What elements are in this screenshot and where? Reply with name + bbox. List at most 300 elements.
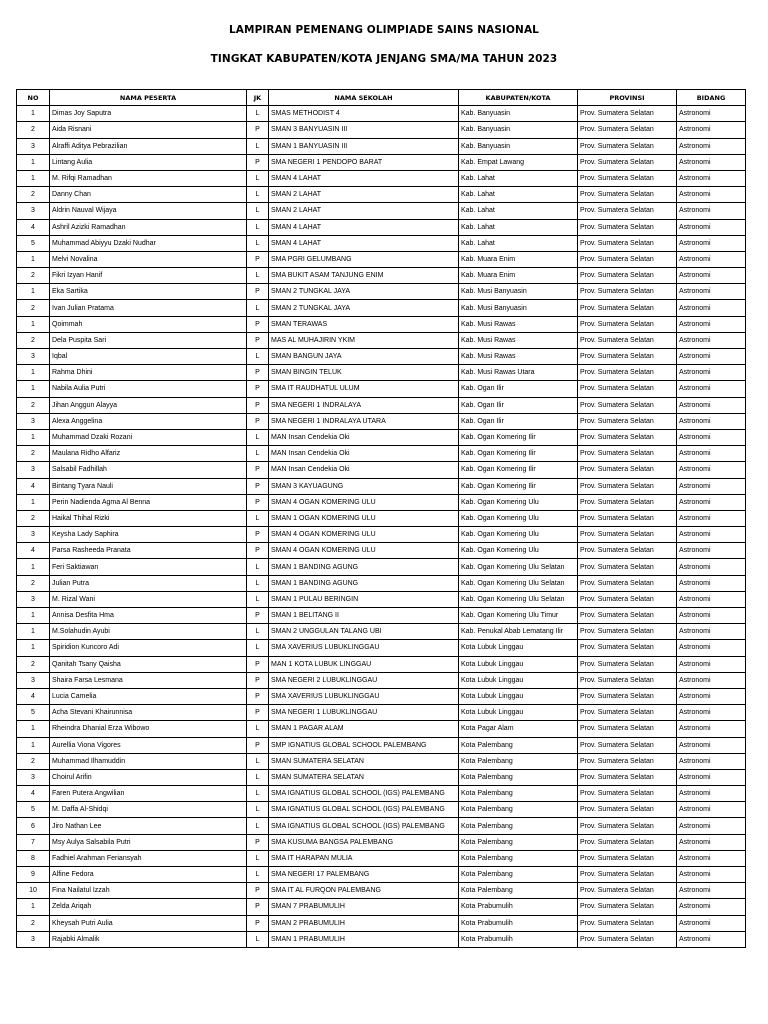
- cell-nama-sekolah: SMAN 1 BELITANG II: [269, 608, 459, 624]
- cell-no: 5: [17, 802, 50, 818]
- cell-jk: P: [247, 284, 269, 300]
- cell-provinsi: Prov. Sumatera Selatan: [578, 575, 677, 591]
- cell-provinsi: Prov. Sumatera Selatan: [578, 591, 677, 607]
- cell-bidang: Astronomi: [677, 397, 746, 413]
- cell-nama-peserta: Faren Putera Angwilian: [50, 786, 247, 802]
- cell-nama-sekolah: MAN Insan Cendekia Oki: [269, 446, 459, 462]
- cell-kabupaten-kota: Kab. Ogan Ilir: [459, 381, 578, 397]
- cell-bidang: Astronomi: [677, 899, 746, 915]
- table-row: [17, 446, 746, 462]
- cell-provinsi: Prov. Sumatera Selatan: [578, 154, 677, 170]
- cell-kabupaten-kota: Kab. Musi Rawas Utara: [459, 365, 578, 381]
- cell-no: 3: [17, 413, 50, 429]
- cell-nama-peserta: Qoimmah: [50, 316, 247, 332]
- cell-bidang: Astronomi: [677, 446, 746, 462]
- table-row: [17, 478, 746, 494]
- table-row: [17, 203, 746, 219]
- cell-provinsi: Prov. Sumatera Selatan: [578, 413, 677, 429]
- cell-jk: P: [247, 332, 269, 348]
- cell-bidang: Astronomi: [677, 802, 746, 818]
- cell-nama-sekolah: SMAN 2 TUNGKAL JAYA: [269, 300, 459, 316]
- cell-no: 4: [17, 543, 50, 559]
- cell-nama-peserta: Dimas Joy Saputra: [50, 106, 247, 122]
- table-row: [17, 867, 746, 883]
- cell-nama-peserta: Fina Nailatul Izzah: [50, 883, 247, 899]
- cell-no: 1: [17, 365, 50, 381]
- cell-jk: P: [247, 397, 269, 413]
- cell-jk: P: [247, 915, 269, 931]
- cell-jk: L: [247, 624, 269, 640]
- cell-provinsi: Prov. Sumatera Selatan: [578, 931, 677, 947]
- cell-no: 3: [17, 591, 50, 607]
- cell-kabupaten-kota: Kab. Ogan Komering Ilir: [459, 462, 578, 478]
- cell-nama-sekolah: MAS AL MUHAJIRIN YKIM: [269, 332, 459, 348]
- cell-nama-peserta: Melvi Novalina: [50, 251, 247, 267]
- cell-no: 2: [17, 300, 50, 316]
- cell-provinsi: Prov. Sumatera Selatan: [578, 332, 677, 348]
- table-row: [17, 510, 746, 526]
- table-row: [17, 786, 746, 802]
- cell-nama-peserta: Bintang Tyara Nauli: [50, 478, 247, 494]
- cell-provinsi: Prov. Sumatera Selatan: [578, 850, 677, 866]
- cell-nama-sekolah: SMA IT HARAPAN MULIA: [269, 850, 459, 866]
- table-row: [17, 413, 746, 429]
- cell-kabupaten-kota: Kab. Ogan Komering Ulu: [459, 510, 578, 526]
- cell-provinsi: Prov. Sumatera Selatan: [578, 915, 677, 931]
- cell-kabupaten-kota: Kab. Ogan Komering Ilir: [459, 429, 578, 445]
- table-row: [17, 527, 746, 543]
- cell-nama-peserta: Fadhiel Arahman Feriansyah: [50, 850, 247, 866]
- cell-nama-sekolah: SMA IGNATIUS GLOBAL SCHOOL (IGS) PALEMBANG: [269, 802, 459, 818]
- cell-nama-sekolah: SMAN 3 KAYUAGUNG: [269, 478, 459, 494]
- cell-kabupaten-kota: Kota Lubuk Linggau: [459, 688, 578, 704]
- cell-nama-peserta: Kheysah Putri Aulia: [50, 915, 247, 931]
- cell-no: 5: [17, 705, 50, 721]
- cell-nama-sekolah: SMAN 1 PAGAR ALAM: [269, 721, 459, 737]
- cell-no: 1: [17, 494, 50, 510]
- cell-provinsi: Prov. Sumatera Selatan: [578, 737, 677, 753]
- cell-jk: L: [247, 429, 269, 445]
- cell-nama-sekolah: SMAN TERAWAS: [269, 316, 459, 332]
- cell-no: 3: [17, 931, 50, 947]
- cell-bidang: Astronomi: [677, 429, 746, 445]
- cell-no: 5: [17, 235, 50, 251]
- cell-nama-peserta: Muhammad Dzaki Rozani: [50, 429, 247, 445]
- table-row: [17, 834, 746, 850]
- cell-nama-peserta: Msy Aulya Salsabila Putri: [50, 834, 247, 850]
- cell-nama-peserta: Lintang Aulia: [50, 154, 247, 170]
- cell-nama-peserta: Fikri Izyan Hanif: [50, 268, 247, 284]
- col-header-provinsi: PROVINSI: [578, 90, 677, 106]
- cell-jk: P: [247, 688, 269, 704]
- cell-nama-sekolah: SMAN 4 LAHAT: [269, 219, 459, 235]
- cell-kabupaten-kota: Kab. Musi Rawas: [459, 332, 578, 348]
- cell-nama-sekolah: SMAS METHODIST 4: [269, 106, 459, 122]
- cell-bidang: Astronomi: [677, 510, 746, 526]
- cell-jk: P: [247, 737, 269, 753]
- cell-bidang: Astronomi: [677, 608, 746, 624]
- table-row: [17, 284, 746, 300]
- cell-bidang: Astronomi: [677, 170, 746, 186]
- table-header-row: [17, 90, 746, 106]
- cell-nama-peserta: Danny Chan: [50, 187, 247, 203]
- cell-no: 2: [17, 397, 50, 413]
- table-body: [17, 106, 746, 948]
- cell-nama-sekolah: SMA NEGERI 17 PALEMBANG: [269, 867, 459, 883]
- cell-nama-sekolah: SMA IT RAUDHATUL ULUM: [269, 381, 459, 397]
- cell-nama-peserta: Rahma Dhini: [50, 365, 247, 381]
- cell-nama-peserta: Alexa Anggelina: [50, 413, 247, 429]
- table-row: [17, 737, 746, 753]
- cell-bidang: Astronomi: [677, 640, 746, 656]
- cell-nama-peserta: Nabila Aulia Putri: [50, 381, 247, 397]
- cell-bidang: Astronomi: [677, 834, 746, 850]
- cell-kabupaten-kota: Kab. Lahat: [459, 235, 578, 251]
- cell-jk: L: [247, 802, 269, 818]
- cell-no: 1: [17, 284, 50, 300]
- cell-nama-sekolah: SMAN 4 LAHAT: [269, 170, 459, 186]
- cell-bidang: Astronomi: [677, 187, 746, 203]
- cell-provinsi: Prov. Sumatera Selatan: [578, 316, 677, 332]
- cell-kabupaten-kota: Kab. Ogan Komering Ilir: [459, 446, 578, 462]
- cell-kabupaten-kota: Kota Palembang: [459, 737, 578, 753]
- cell-nama-sekolah: SMA IGNATIUS GLOBAL SCHOOL (IGS) PALEMBANG: [269, 786, 459, 802]
- cell-nama-peserta: Zelda Ariqah: [50, 899, 247, 915]
- cell-jk: L: [247, 786, 269, 802]
- table-row: [17, 672, 746, 688]
- table-row: [17, 187, 746, 203]
- table-row: [17, 300, 746, 316]
- cell-bidang: Astronomi: [677, 138, 746, 154]
- cell-provinsi: Prov. Sumatera Selatan: [578, 219, 677, 235]
- cell-kabupaten-kota: Kab. Banyuasin: [459, 106, 578, 122]
- cell-jk: P: [247, 527, 269, 543]
- cell-jk: L: [247, 931, 269, 947]
- cell-bidang: Astronomi: [677, 591, 746, 607]
- cell-jk: L: [247, 850, 269, 866]
- cell-jk: P: [247, 656, 269, 672]
- cell-nama-sekolah: SMA XAVERIUS LUBUKLINGGAU: [269, 640, 459, 656]
- table-row: [17, 106, 746, 122]
- cell-no: 8: [17, 850, 50, 866]
- cell-kabupaten-kota: Kota Palembang: [459, 802, 578, 818]
- table-row: [17, 688, 746, 704]
- cell-no: 2: [17, 187, 50, 203]
- cell-provinsi: Prov. Sumatera Selatan: [578, 510, 677, 526]
- cell-jk: L: [247, 640, 269, 656]
- cell-nama-peserta: Choirul Arifin: [50, 769, 247, 785]
- cell-provinsi: Prov. Sumatera Selatan: [578, 462, 677, 478]
- cell-nama-sekolah: MAN 1 KOTA LUBUK LINGGAU: [269, 656, 459, 672]
- cell-no: 1: [17, 737, 50, 753]
- cell-provinsi: Prov. Sumatera Selatan: [578, 365, 677, 381]
- cell-nama-peserta: Jiro Nathan Lee: [50, 818, 247, 834]
- cell-jk: L: [247, 575, 269, 591]
- cell-nama-peserta: Ivan Julian Pratama: [50, 300, 247, 316]
- cell-jk: L: [247, 138, 269, 154]
- cell-bidang: Astronomi: [677, 316, 746, 332]
- table-row: [17, 397, 746, 413]
- cell-nama-sekolah: SMAN BANGUN JAYA: [269, 349, 459, 365]
- table-row: [17, 462, 746, 478]
- cell-jk: L: [247, 235, 269, 251]
- table-row: [17, 381, 746, 397]
- cell-provinsi: Prov. Sumatera Selatan: [578, 786, 677, 802]
- cell-bidang: Astronomi: [677, 122, 746, 138]
- col-header-bidang: BIDANG: [677, 90, 746, 106]
- cell-no: 1: [17, 251, 50, 267]
- cell-jk: L: [247, 818, 269, 834]
- cell-kabupaten-kota: Kota Palembang: [459, 883, 578, 899]
- cell-nama-peserta: Spiridion Kuncoro Adi: [50, 640, 247, 656]
- cell-kabupaten-kota: Kab. Ogan Komering Ilir: [459, 478, 578, 494]
- cell-jk: L: [247, 268, 269, 284]
- cell-nama-sekolah: SMA NEGERI 1 PENDOPO BARAT: [269, 154, 459, 170]
- cell-provinsi: Prov. Sumatera Selatan: [578, 543, 677, 559]
- cell-nama-peserta: Jihan Anggun Alayya: [50, 397, 247, 413]
- cell-provinsi: Prov. Sumatera Selatan: [578, 899, 677, 915]
- cell-bidang: Astronomi: [677, 850, 746, 866]
- cell-nama-peserta: Shaira Farsa Lesmana: [50, 672, 247, 688]
- cell-kabupaten-kota: Kab. Musi Banyuasin: [459, 300, 578, 316]
- cell-jk: L: [247, 510, 269, 526]
- cell-no: 3: [17, 672, 50, 688]
- cell-kabupaten-kota: Kab. Ogan Komering Ulu Timur: [459, 608, 578, 624]
- table-row: [17, 850, 746, 866]
- cell-bidang: Astronomi: [677, 769, 746, 785]
- cell-jk: P: [247, 834, 269, 850]
- cell-bidang: Astronomi: [677, 381, 746, 397]
- cell-provinsi: Prov. Sumatera Selatan: [578, 187, 677, 203]
- cell-jk: P: [247, 122, 269, 138]
- cell-kabupaten-kota: Kab. Lahat: [459, 203, 578, 219]
- cell-jk: P: [247, 494, 269, 510]
- cell-provinsi: Prov. Sumatera Selatan: [578, 640, 677, 656]
- winners-table: [16, 89, 746, 948]
- cell-nama-sekolah: MAN Insan Cendekia Oki: [269, 429, 459, 445]
- cell-nama-peserta: Alraffi Aditya Pebrazilian: [50, 138, 247, 154]
- cell-kabupaten-kota: Kab. Lahat: [459, 187, 578, 203]
- cell-nama-peserta: M.Solahudin Ayubi: [50, 624, 247, 640]
- cell-nama-peserta: Perin Nadienda Agma Al Benna: [50, 494, 247, 510]
- cell-provinsi: Prov. Sumatera Selatan: [578, 349, 677, 365]
- table-row: [17, 235, 746, 251]
- table-row: [17, 316, 746, 332]
- cell-bidang: Astronomi: [677, 786, 746, 802]
- cell-nama-peserta: Feri Saktiawan: [50, 559, 247, 575]
- cell-no: 2: [17, 268, 50, 284]
- cell-nama-peserta: Muhammad Abiyyu Dzaki Nudhar: [50, 235, 247, 251]
- cell-kabupaten-kota: Kota Palembang: [459, 867, 578, 883]
- cell-provinsi: Prov. Sumatera Selatan: [578, 170, 677, 186]
- cell-jk: L: [247, 769, 269, 785]
- cell-kabupaten-kota: Kab. Banyuasin: [459, 138, 578, 154]
- cell-bidang: Astronomi: [677, 543, 746, 559]
- cell-provinsi: Prov. Sumatera Selatan: [578, 802, 677, 818]
- cell-nama-sekolah: SMAN 4 OGAN KOMERING ULU: [269, 527, 459, 543]
- table-row: [17, 802, 746, 818]
- table-row: [17, 575, 746, 591]
- table-row: [17, 494, 746, 510]
- cell-bidang: Astronomi: [677, 300, 746, 316]
- cell-jk: P: [247, 672, 269, 688]
- cell-jk: L: [247, 349, 269, 365]
- cell-no: 3: [17, 769, 50, 785]
- cell-bidang: Astronomi: [677, 365, 746, 381]
- col-header-nama-sekolah: NAMA SEKOLAH: [269, 90, 459, 106]
- document-title: LAMPIRAN PEMENANG OLIMPIADE SAINS NASIONAL: [229, 24, 539, 36]
- cell-provinsi: Prov. Sumatera Selatan: [578, 672, 677, 688]
- cell-provinsi: Prov. Sumatera Selatan: [578, 656, 677, 672]
- cell-bidang: Astronomi: [677, 219, 746, 235]
- cell-provinsi: Prov. Sumatera Selatan: [578, 624, 677, 640]
- cell-nama-sekolah: SMAN 2 PRABUMULIH: [269, 915, 459, 931]
- cell-bidang: Astronomi: [677, 494, 746, 510]
- table-row: [17, 753, 746, 769]
- cell-nama-peserta: Salsabil Fadhillah: [50, 462, 247, 478]
- cell-nama-sekolah: SMAN SUMATERA SELATAN: [269, 769, 459, 785]
- cell-kabupaten-kota: Kab. Ogan Komering Ulu Selatan: [459, 575, 578, 591]
- cell-bidang: Astronomi: [677, 559, 746, 575]
- cell-bidang: Astronomi: [677, 106, 746, 122]
- cell-jk: L: [247, 300, 269, 316]
- cell-nama-peserta: Annisa Desfita Hma: [50, 608, 247, 624]
- cell-kabupaten-kota: Kab. Ogan Komering Ulu: [459, 494, 578, 510]
- cell-jk: P: [247, 154, 269, 170]
- cell-bidang: Astronomi: [677, 268, 746, 284]
- cell-provinsi: Prov. Sumatera Selatan: [578, 268, 677, 284]
- cell-no: 2: [17, 122, 50, 138]
- cell-nama-sekolah: SMAN SUMATERA SELATAN: [269, 753, 459, 769]
- table-row: [17, 349, 746, 365]
- table-row: [17, 624, 746, 640]
- cell-nama-peserta: Acha Stevani Khairunnisa: [50, 705, 247, 721]
- table-row: [17, 170, 746, 186]
- cell-kabupaten-kota: Kota Palembang: [459, 850, 578, 866]
- cell-no: 9: [17, 867, 50, 883]
- table-row: [17, 899, 746, 915]
- cell-kabupaten-kota: Kab. Ogan Ilir: [459, 397, 578, 413]
- cell-jk: L: [247, 170, 269, 186]
- cell-provinsi: Prov. Sumatera Selatan: [578, 834, 677, 850]
- table-row: [17, 818, 746, 834]
- cell-bidang: Astronomi: [677, 818, 746, 834]
- cell-nama-peserta: M. Rifqi Ramadhan: [50, 170, 247, 186]
- cell-kabupaten-kota: Kab. Banyuasin: [459, 122, 578, 138]
- cell-no: 2: [17, 753, 50, 769]
- table-row: [17, 721, 746, 737]
- cell-nama-peserta: Haikal Thihal Rizki: [50, 510, 247, 526]
- col-header-jk: JK: [247, 90, 269, 106]
- cell-kabupaten-kota: Kota Lubuk Linggau: [459, 656, 578, 672]
- cell-no: 3: [17, 462, 50, 478]
- cell-no: 3: [17, 203, 50, 219]
- cell-no: 6: [17, 818, 50, 834]
- cell-no: 7: [17, 834, 50, 850]
- cell-bidang: Astronomi: [677, 154, 746, 170]
- cell-no: 10: [17, 883, 50, 899]
- cell-nama-peserta: Qanitah Tsany Qaisha: [50, 656, 247, 672]
- cell-no: 2: [17, 510, 50, 526]
- col-header-kabupaten-kota: KABUPATEN/KOTA: [459, 90, 578, 106]
- col-header-no: NO: [17, 90, 50, 106]
- cell-provinsi: Prov. Sumatera Selatan: [578, 608, 677, 624]
- cell-nama-sekolah: SMAN 2 LAHAT: [269, 203, 459, 219]
- cell-no: 1: [17, 170, 50, 186]
- cell-nama-sekolah: SMA IGNATIUS GLOBAL SCHOOL (IGS) PALEMBANG: [269, 818, 459, 834]
- cell-no: 1: [17, 559, 50, 575]
- cell-bidang: Astronomi: [677, 284, 746, 300]
- cell-kabupaten-kota: Kota Prabumulih: [459, 899, 578, 915]
- cell-nama-sekolah: SMAN 1 OGAN KOMERING ULU: [269, 510, 459, 526]
- cell-jk: L: [247, 219, 269, 235]
- cell-bidang: Astronomi: [677, 672, 746, 688]
- cell-bidang: Astronomi: [677, 883, 746, 899]
- cell-nama-sekolah: SMA BUKIT ASAM TANJUNG ENIM: [269, 268, 459, 284]
- table-row: [17, 608, 746, 624]
- cell-jk: P: [247, 381, 269, 397]
- cell-nama-sekolah: SMAN 4 OGAN KOMERING ULU: [269, 494, 459, 510]
- cell-jk: L: [247, 187, 269, 203]
- cell-kabupaten-kota: Kab. Ogan Komering Ulu: [459, 543, 578, 559]
- cell-kabupaten-kota: Kab. Penukal Abab Lematang Ilir: [459, 624, 578, 640]
- table-row: [17, 251, 746, 267]
- cell-provinsi: Prov. Sumatera Selatan: [578, 251, 677, 267]
- table-row: [17, 591, 746, 607]
- cell-no: 4: [17, 688, 50, 704]
- cell-bidang: Astronomi: [677, 235, 746, 251]
- cell-kabupaten-kota: Kota Palembang: [459, 753, 578, 769]
- cell-nama-peserta: M. Daffa Al-Shidqi: [50, 802, 247, 818]
- cell-provinsi: Prov. Sumatera Selatan: [578, 721, 677, 737]
- cell-provinsi: Prov. Sumatera Selatan: [578, 235, 677, 251]
- cell-no: 2: [17, 446, 50, 462]
- cell-jk: L: [247, 559, 269, 575]
- cell-provinsi: Prov. Sumatera Selatan: [578, 494, 677, 510]
- cell-provinsi: Prov. Sumatera Selatan: [578, 284, 677, 300]
- cell-bidang: Astronomi: [677, 624, 746, 640]
- table-row: [17, 883, 746, 899]
- cell-kabupaten-kota: Kota Palembang: [459, 818, 578, 834]
- cell-kabupaten-kota: Kota Lubuk Linggau: [459, 672, 578, 688]
- cell-provinsi: Prov. Sumatera Selatan: [578, 867, 677, 883]
- cell-bidang: Astronomi: [677, 203, 746, 219]
- cell-nama-peserta: Eka Sartika: [50, 284, 247, 300]
- cell-no: 2: [17, 332, 50, 348]
- cell-nama-peserta: Alfine Fedora: [50, 867, 247, 883]
- cell-no: 1: [17, 640, 50, 656]
- col-header-nama-peserta: NAMA PESERTA: [50, 90, 247, 106]
- cell-kabupaten-kota: Kota Prabumulih: [459, 915, 578, 931]
- table-row: [17, 915, 746, 931]
- cell-nama-sekolah: SMAN 3 BANYUASIN III: [269, 122, 459, 138]
- cell-jk: P: [247, 413, 269, 429]
- cell-kabupaten-kota: Kab. Musi Banyuasin: [459, 284, 578, 300]
- cell-no: 4: [17, 478, 50, 494]
- cell-provinsi: Prov. Sumatera Selatan: [578, 753, 677, 769]
- cell-no: 1: [17, 721, 50, 737]
- cell-kabupaten-kota: Kota Prabumulih: [459, 931, 578, 947]
- cell-nama-sekolah: MAN Insan Cendekia Oki: [269, 462, 459, 478]
- cell-nama-sekolah: SMAN 1 PRABUMULIH: [269, 931, 459, 947]
- cell-nama-sekolah: SMA NEGERI 1 INDRALAYA: [269, 397, 459, 413]
- table-row: [17, 365, 746, 381]
- table-row: [17, 332, 746, 348]
- cell-kabupaten-kota: Kab. Muara Enim: [459, 268, 578, 284]
- cell-provinsi: Prov. Sumatera Selatan: [578, 106, 677, 122]
- cell-bidang: Astronomi: [677, 462, 746, 478]
- cell-jk: P: [247, 608, 269, 624]
